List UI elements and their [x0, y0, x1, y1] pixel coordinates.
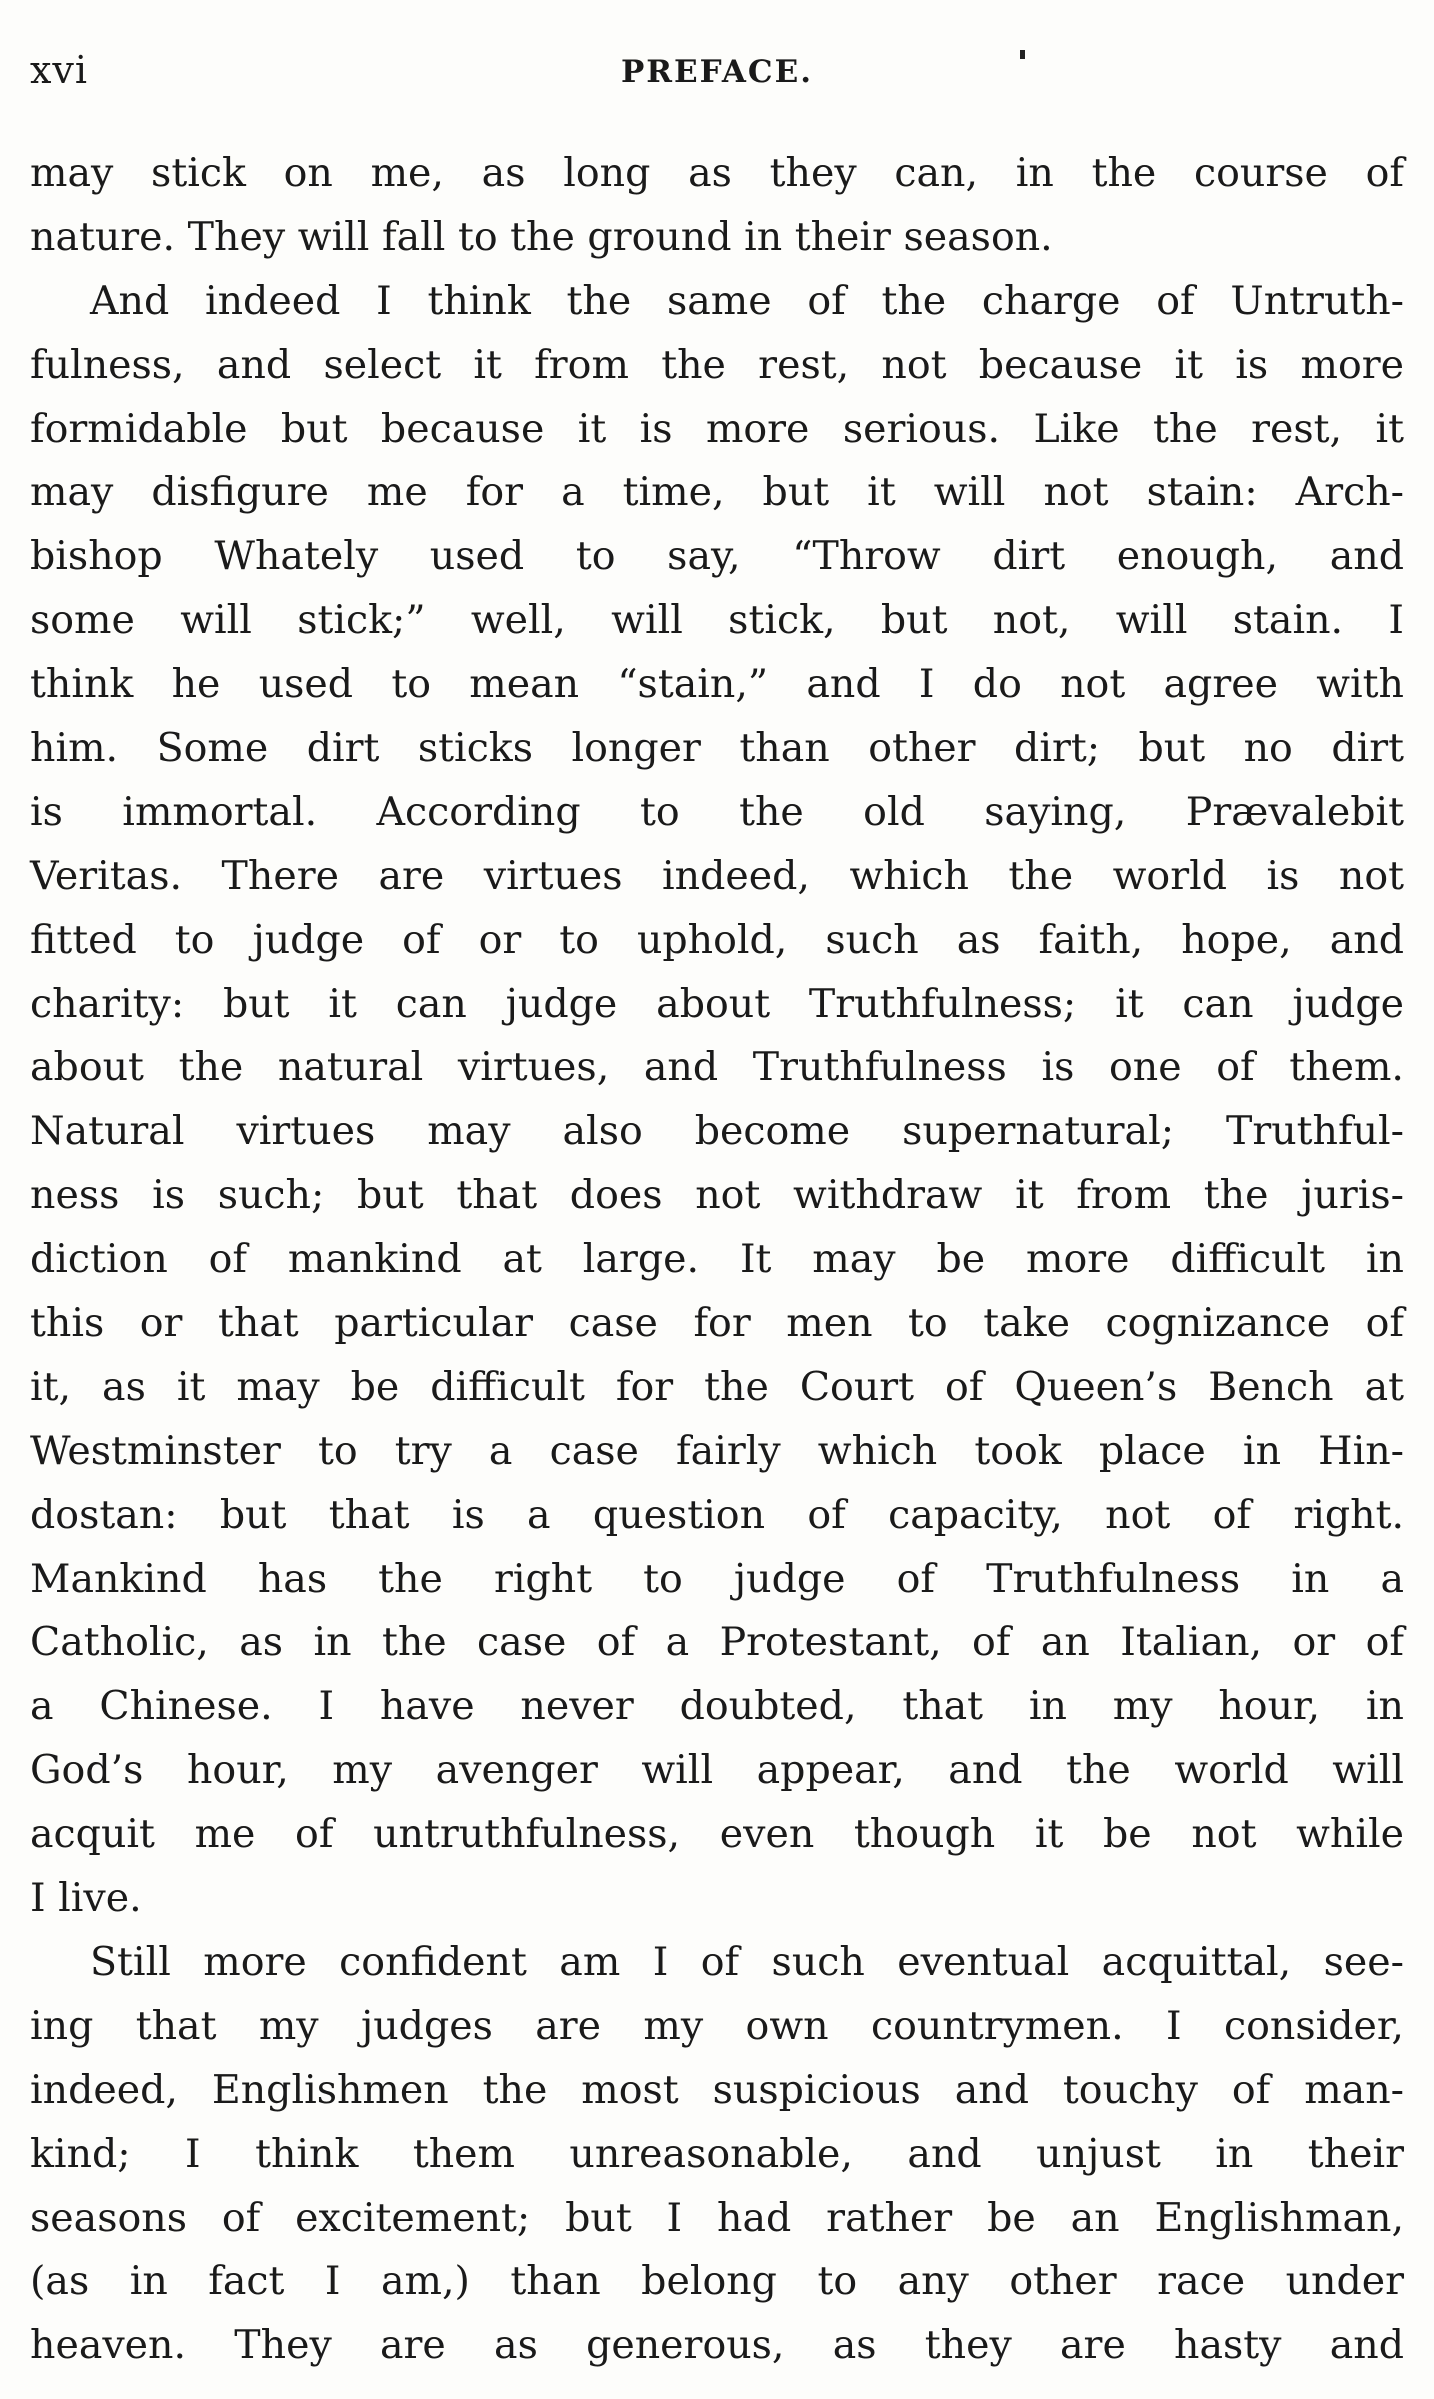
- text-line: acquit me of untruthfulness, even though it be not while: [30, 1811, 1404, 1858]
- text-line: dostan: but that is a question of capacity, not of right.: [30, 1491, 1404, 1538]
- text-line: Mankind has the right to judge of Truthfulness in a: [30, 1555, 1404, 1602]
- text-line: seasons of excitement; but I had rather be an Englishman,: [30, 2194, 1404, 2241]
- text-line: it, as it may be difficult for the Court of Queen’s Bench at: [30, 1363, 1404, 1410]
- text-line: charity: but it can judge about Truthfulness; it can judge: [30, 980, 1404, 1027]
- text-line: is immortal. According to the old saying, Prævalebit: [30, 788, 1404, 835]
- text-line: may disfigure me for a time, but it will not stain: Arch-: [30, 469, 1404, 516]
- text-line: God’s hour, my avenger will appear, and the world will: [30, 1747, 1404, 1794]
- text-line: ness is such; but that does not withdraw it from the juris-: [30, 1172, 1404, 1219]
- text-line: fulness, and select it from the rest, not because it is more: [30, 341, 1404, 388]
- text-line: ing that my judges are my own countrymen. I consider,: [30, 2002, 1404, 2049]
- text-line: him. Some dirt sticks longer than other dirt; but no dirt: [30, 725, 1404, 772]
- text-line: formidable but because it is more serious. Like the rest, it: [30, 405, 1404, 452]
- text-line: Still more confident am I of such eventual acquittal, see-: [90, 1938, 1404, 1985]
- text-line: nature. They will fall to the ground in their season.: [30, 213, 1053, 260]
- running-title: PREFACE.: [620, 54, 814, 90]
- running-head: [30, 48, 1404, 98]
- text-line: bishop Whately used to say, “Throw dirt enough, and: [30, 533, 1404, 580]
- text-line: kind; I think them unreasonable, and unjust in their: [30, 2130, 1404, 2177]
- body-text: [30, 142, 1404, 2378]
- ink-speck: [1020, 50, 1025, 59]
- text-line: think he used to mean “stain,” and I do not agree with: [30, 661, 1404, 708]
- text-line: Veritas. There are virtues indeed, which the world is not: [30, 852, 1404, 899]
- text-line: I live.: [30, 1875, 142, 1922]
- text-line: Westminster to try a case fairly which took place in Hin-: [30, 1427, 1404, 1474]
- text-line: heaven. They are as generous, as they are hasty and: [30, 2322, 1404, 2369]
- page-number: xvi: [30, 48, 89, 92]
- text-line: Natural virtues may also become supernatural; Truthful-: [30, 1108, 1404, 1155]
- text-line: may stick on me, as long as they can, in the course of: [30, 150, 1404, 196]
- text-line: fitted to judge of or to uphold, such as faith, hope, and: [30, 916, 1404, 963]
- text-line: this or that particular case for men to take cognizance of: [30, 1300, 1404, 1347]
- text-line: about the natural virtues, and Truthfulness is one of them.: [30, 1044, 1404, 1091]
- text-line: some will stick;” well, will stick, but not, will stain. I: [30, 597, 1404, 644]
- text-line: And indeed I think the same of the charge of Untruth-: [90, 277, 1404, 324]
- text-line: diction of mankind at large. It may be more difficult in: [30, 1236, 1404, 1283]
- text-line: indeed, Englishmen the most suspicious and touchy of man-: [30, 2066, 1404, 2113]
- text-line: (as in fact I am,) than belong to any other race under: [30, 2258, 1404, 2305]
- text-line: a Chinese. I have never doubted, that in my hour, in: [30, 1683, 1404, 1730]
- text-line: Catholic, as in the case of a Protestant, of an Italian, or of: [30, 1619, 1404, 1666]
